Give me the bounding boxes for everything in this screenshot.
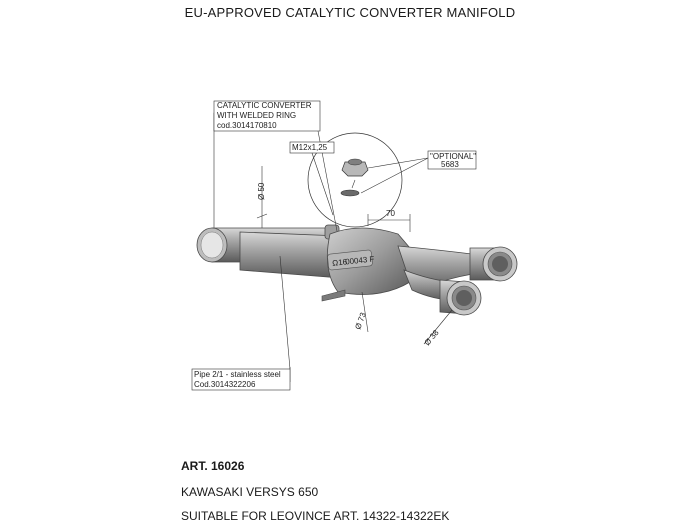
pipe-callout-line1: Pipe 2/1 - stainless steel [194, 370, 281, 379]
compatibility-note: SUITABLE FOR LEOVINCE ART. 14322-14322EK [181, 509, 450, 523]
thread-callout: M12x1,25 [292, 143, 328, 152]
plate-marking-1: Ω16 [331, 257, 348, 268]
diagram-title: EU-APPROVED CATALYTIC CONVERTER MANIFOLD [184, 5, 516, 20]
outlet-diameter-label: Ø 38 [422, 328, 441, 348]
manifold-body [197, 225, 517, 315]
vehicle-model: KAWASAKI VERSYS 650 [181, 485, 319, 499]
catalytic-callout-line2: WITH WELDED RING [217, 111, 297, 120]
catalytic-callout-line3: cod.3014170810 [217, 121, 277, 130]
optional-callout-line2: 5683 [441, 160, 459, 169]
catalytic-callout-line1: CATALYTIC CONVERTER [217, 101, 312, 110]
length-label: 70 [386, 209, 395, 218]
optional-callout-line1: "OPTIONAL" [430, 152, 477, 161]
body-diameter-label: Ø 73 [353, 311, 368, 331]
washer-icon [341, 190, 359, 196]
article-number: ART. 16026 [181, 459, 245, 473]
inlet-diameter-label: Ø 50 [257, 182, 266, 200]
pipe-callout-line2: Cod.3014322206 [194, 380, 256, 389]
plate-marking-2: 00043 F [344, 254, 375, 267]
